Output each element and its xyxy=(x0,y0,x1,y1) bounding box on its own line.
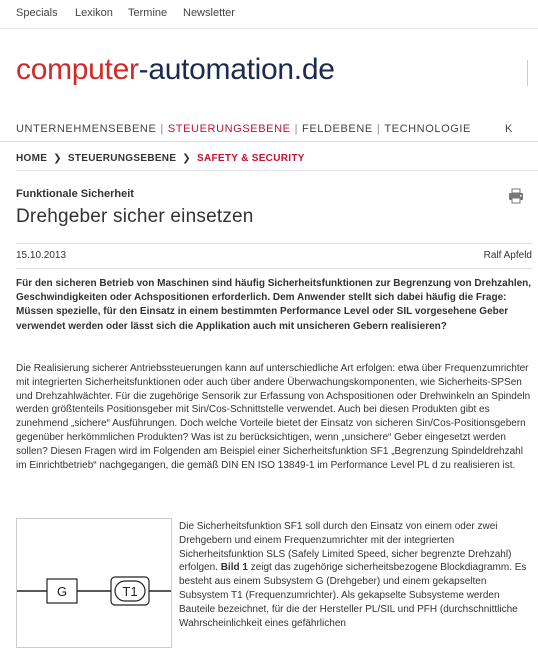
figure-reference[interactable]: Bild 1 xyxy=(220,562,248,574)
chevron-right-icon: ❯ xyxy=(182,153,191,164)
main-nav xyxy=(16,123,538,139)
meta-divider-top xyxy=(16,243,532,244)
body2-text-part-1: Die Sicherheitsfunktion SF1 soll durch den Einsatz von einem oder zwei Drehgebern und einem Frequenzumrichter mit der integrierten Sicherheitsfunktion SLS (Safely Limited Speed, sicher begrenzte Drehzahl) erfolgen. xyxy=(179,521,512,574)
block-diagram-figure[interactable] xyxy=(16,518,172,648)
logo-part-automation: -automation.de xyxy=(138,53,335,86)
topnav-lexikon-link[interactable]: Lexikon xyxy=(75,7,113,19)
mainnav-separator: | xyxy=(160,123,164,135)
header-side-divider xyxy=(527,60,538,86)
topnav-newsletter-link[interactable]: Newsletter xyxy=(183,7,235,19)
article-title: Drehgeber sicher einsetzen xyxy=(16,206,254,227)
block-diagram xyxy=(17,519,171,647)
article-lead: Für den sicheren Betrieb von Maschinen sind häufig Sicherheitsfunktionen zur Begrenzung von Drehzahlen, Geschwindigkeiten oder Achspositionen erforderlich. Dem Anwender stellt sich dabei häufig die Frage: Müssen spezielle, für den Einsatz in einem bestimmten Performance Level oder SIL vorgesehene Geber verwendet werden oder lässt sich die Applikation auch mit unsicheren Gebern realisieren? xyxy=(16,278,532,332)
body2-text-part-2: zeigt das zugehörige sicherheitsbezogene Blockdiagramm. Es besteht aus einem Subsystem G (Drehgeber) und einem gekapselten Subsystem T1 (Frequenzumrichter). Als gekapselte Subsysteme werden Bauteile bezeichnet, für die der Hersteller PL/SIL und PFH (durchschnittliche Wahrscheinlichkeit eines gefährlichen xyxy=(179,562,527,629)
block-t1-label: T1 xyxy=(122,584,138,599)
breadcrumb xyxy=(16,153,305,164)
meta-divider-bottom xyxy=(16,268,532,269)
logo-part-computer: computer xyxy=(16,53,139,86)
article-author[interactable]: Ralf Apfeld xyxy=(483,250,532,261)
article-body-paragraph-2 xyxy=(179,520,532,630)
printer-icon[interactable] xyxy=(508,188,524,204)
topnav-termine-link[interactable]: Termine xyxy=(128,7,168,19)
article-kicker: Funktionale Sicherheit xyxy=(16,188,134,200)
article-body-paragraph-1: Die Realisierung sicherer Antriebssteuerungen kann auf unterschiedliche Art erfolgen: etwa über Frequenzumrichter mit integrierten Sicherheitsfunktionen oder auch über andere Überwachungskomponenten, wie Sicherheits-SPSen und Drehzahlwächter. Für die zugehörige Sensorik zur Erfassung von Achspositionen oder Drehwinkeln an Spindeln werden größtenteils Positionsgeber mit Sin/Cos-Schnittstelle verwendet. Auch bei diesen Produkten gibt es zunehmend „sichere“ Ausführungen. Doch welche Vorteile bietet der Einsatz von sicheren Sin/Cos-Positionsgebern gegenüber herkömmlichen Produkten? Was ist zu berücksichtigen, wenn „unsichere“ Geber eingesetzt werden sollen? Diesen Fragen wird im Folgenden am Beispiel einer Sicherheitsfunktion SF1 „Begrenzung Spindeldrehzahl im Einrichtbetrieb“ nachgegangen, die gemäß DIN EN ISO 13849-1 im Performance Level PL d zu realisieren ist. xyxy=(16,363,531,471)
chevron-right-icon: ❯ xyxy=(53,153,62,164)
topnav-specials-link[interactable]: Specials xyxy=(16,7,58,19)
site-logo[interactable] xyxy=(16,50,335,90)
breadcrumb-current[interactable]: SAFETY & SECURITY xyxy=(196,153,305,164)
mainnav-item-unternehmensebene[interactable]: UNTERNEHMENSEBENE xyxy=(16,123,157,135)
mainnav-separator: | xyxy=(294,123,299,135)
mainnav-item-truncated[interactable]: K xyxy=(504,123,513,135)
top-nav xyxy=(0,0,538,29)
breadcrumb-home[interactable]: HOME xyxy=(16,153,48,164)
breadcrumb-divider xyxy=(16,170,538,171)
breadcrumb-steuerungsebene[interactable]: STEUERUNGSEBENE xyxy=(67,153,177,164)
block-g-label: G xyxy=(56,584,68,599)
mainnav-item-steuerungsebene[interactable]: STEUERUNGSEBENE xyxy=(167,123,291,135)
mainnav-separator: | xyxy=(376,123,381,135)
mainnav-item-technologie[interactable]: TECHNOLOGIE xyxy=(384,123,471,135)
article-date: 15.10.2013 xyxy=(16,250,67,261)
mainnav-item-feldebene[interactable]: FELDEBENE xyxy=(302,123,373,135)
nav-divider xyxy=(0,141,538,142)
